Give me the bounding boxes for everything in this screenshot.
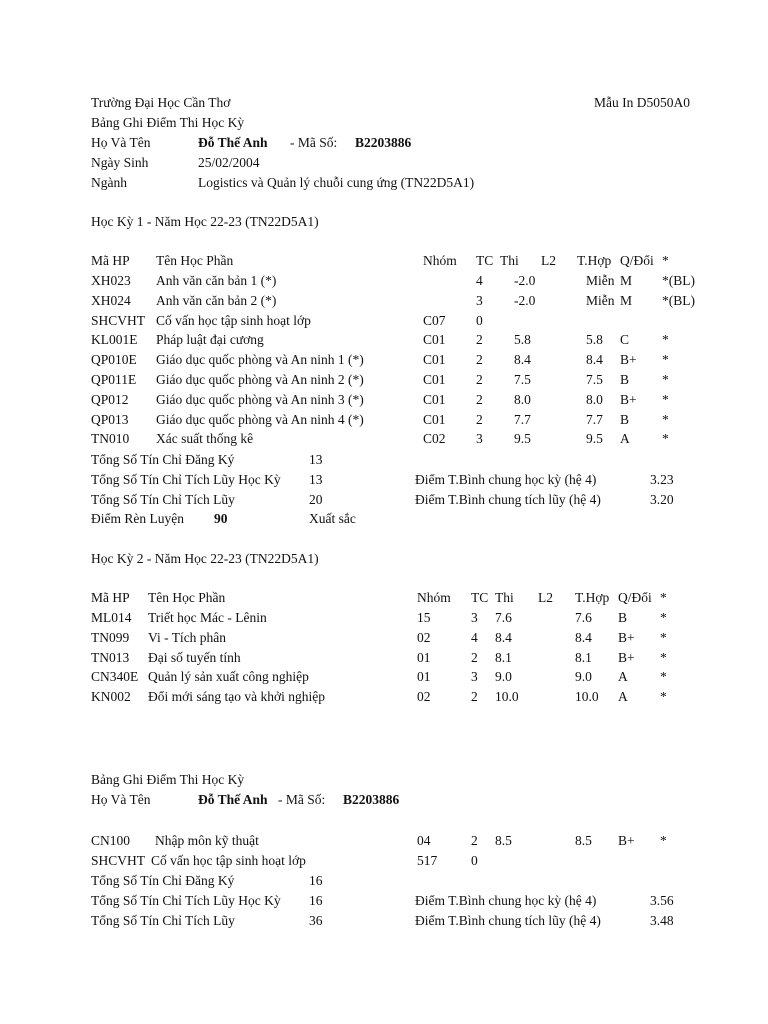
course-credits: 3: [471, 610, 478, 625]
column-l2: L2: [541, 253, 556, 268]
course-credits: 2: [476, 332, 483, 348]
term-gpa-value: 3.56: [650, 893, 674, 908]
letter-grade: B+: [620, 352, 637, 368]
column-letter-grade: Q/Đổi: [620, 253, 654, 268]
course-group: C01: [423, 332, 446, 348]
course-name: Cố vấn học tập sinh hoạt lớp: [151, 853, 306, 868]
course-group: 517: [417, 853, 438, 868]
column-letter-grade: Q/Đổi: [618, 590, 652, 605]
student-name: Đỗ Thế Anh: [198, 792, 268, 807]
term-gpa-value: 3.23: [650, 472, 674, 487]
name-label: Họ Và Tên: [91, 135, 151, 150]
column-group: Nhóm: [417, 590, 451, 605]
grade-mark: *: [660, 833, 667, 848]
course-code: SHCVHT: [91, 853, 146, 868]
course-credits: 2: [471, 649, 478, 665]
exam-score: 9.5: [514, 431, 531, 447]
column-group: Nhóm: [423, 253, 457, 268]
course-group: 02: [417, 629, 431, 645]
total-score: 7.7: [586, 411, 603, 427]
total-score: 8.4: [575, 629, 592, 645]
letter-grade: B+: [618, 833, 635, 848]
student-id-label: - Mã Số:: [278, 792, 326, 807]
course-code: QP012: [91, 391, 129, 407]
student-id: B2203886: [343, 792, 400, 807]
cumulative-gpa-label: Điểm T.Bình chung tích lũy (hệ 4): [415, 492, 601, 507]
column-course-name: Tên Học Phần: [156, 253, 234, 268]
course-name: Anh văn căn bản 1 (*): [156, 273, 277, 288]
course-name: Giáo dục quốc phòng và An ninh 4 (*): [156, 411, 364, 427]
column-course-name: Tên Học Phần: [148, 590, 226, 605]
course-group: 02: [417, 689, 431, 705]
grade-mark: *(BL): [662, 273, 695, 288]
course-name: Giáo dục quốc phòng và An ninh 3 (*): [156, 391, 364, 407]
registered-credits-label: Tổng Số Tín Chỉ Đăng Ký: [91, 452, 235, 467]
exam-score: 8.4: [514, 352, 531, 368]
letter-grade: C: [620, 332, 630, 348]
course-group: C01: [423, 372, 446, 387]
course-credits: 2: [476, 352, 483, 368]
course-name: Triết học Mác - Lênin: [148, 610, 267, 625]
total-score: 7.6: [575, 610, 592, 625]
column-credits: TC: [476, 253, 494, 268]
course-group: 04: [417, 833, 431, 848]
document-title: Bảng Ghi Điểm Thi Học Kỳ: [91, 115, 245, 130]
student-id-label: - Mã Số:: [290, 135, 338, 150]
course-name: Pháp luật đại cương: [156, 332, 264, 348]
course-credits: 3: [471, 669, 478, 685]
semester-2-title: Học Kỳ 2 - Năm Học 22-23 (TN22D5A1): [91, 551, 319, 566]
conduct-score-label: Điểm Rèn Luyện: [91, 511, 184, 526]
term-gpa-label: Điểm T.Bình chung học kỳ (hệ 4): [415, 472, 597, 487]
grade-mark: *: [660, 649, 667, 665]
course-name: Giáo dục quốc phòng và An ninh 1 (*): [156, 352, 364, 368]
column-code: Mã HP: [91, 253, 130, 268]
registered-credits-value: 13: [309, 452, 323, 467]
total-score: 8.4: [586, 352, 603, 368]
course-credits: 3: [476, 431, 483, 447]
term-accumulated-credits-value: 16: [309, 893, 323, 908]
term-accumulated-credits-label: Tổng Số Tín Chỉ Tích Lũy Học Kỳ: [91, 893, 281, 908]
grade-mark: *: [660, 629, 667, 645]
letter-grade: A: [618, 669, 628, 685]
grade-mark: *: [660, 610, 667, 625]
course-group: C01: [423, 411, 446, 427]
total-score: Miễn: [586, 292, 615, 308]
term-accumulated-credits-label: Tổng Số Tín Chỉ Tích Lũy Học Kỳ: [91, 472, 281, 487]
course-code: KN002: [91, 689, 131, 705]
course-group: C01: [423, 352, 446, 368]
course-group: C02: [423, 431, 446, 447]
course-code: QP010E: [91, 352, 137, 368]
course-credits: 2: [476, 391, 483, 407]
course-code: XH023: [91, 273, 131, 288]
grade-mark: *: [660, 689, 667, 705]
total-score: 8.5: [575, 833, 592, 848]
letter-grade: B+: [620, 391, 637, 407]
letter-grade: A: [618, 689, 628, 705]
column-total: T.Hợp: [575, 590, 610, 605]
course-code: XH024: [91, 292, 131, 308]
course-name: Nhập môn kỹ thuật: [155, 833, 259, 848]
exam-score: 9.0: [495, 669, 512, 685]
grade-mark: *: [662, 372, 669, 387]
dob-label: Ngày Sinh: [91, 155, 149, 170]
cumulative-gpa-label: Điểm T.Bình chung tích lũy (hệ 4): [415, 913, 601, 928]
grade-mark: *: [662, 431, 669, 447]
letter-grade: M: [620, 292, 633, 308]
course-credits: 2: [471, 833, 478, 848]
conduct-rank: Xuất sắc: [309, 511, 356, 526]
letter-grade: B: [620, 411, 630, 427]
course-code: CN100: [91, 833, 131, 848]
course-credits: 2: [471, 689, 478, 705]
letter-grade: M: [620, 273, 633, 288]
exam-score: 5.8: [514, 332, 531, 348]
term-gpa-label: Điểm T.Bình chung học kỳ (hệ 4): [415, 893, 597, 908]
exam-score: 8.5: [495, 833, 512, 848]
accumulated-credits-value: 20: [309, 492, 323, 507]
grade-mark: *: [662, 352, 669, 368]
student-name: Đỗ Thế Anh: [198, 135, 268, 150]
semester-1-title: Học Kỳ 1 - Năm Học 22-23 (TN22D5A1): [91, 214, 319, 229]
course-group: 15: [417, 610, 431, 625]
course-code: TN010: [91, 431, 130, 447]
exam-score: -2.0: [514, 273, 536, 288]
total-score: 7.5: [586, 372, 603, 387]
exam-score: 7.5: [514, 372, 531, 387]
cumulative-gpa-value: 3.20: [650, 492, 674, 507]
grade-mark: *: [662, 391, 669, 407]
course-name: Giáo dục quốc phòng và An ninh 2 (*): [156, 372, 364, 387]
course-name: Quản lý sản xuất công nghiệp: [148, 669, 309, 685]
column-exam: Thi: [500, 253, 519, 268]
exam-score: 8.4: [495, 629, 512, 645]
total-score: Miễn: [586, 273, 615, 288]
course-code: ML014: [91, 610, 132, 625]
column-star: *: [662, 253, 669, 268]
course-code: QP013: [91, 411, 129, 427]
exam-score: 7.6: [495, 610, 512, 625]
course-group: 01: [417, 669, 431, 685]
document-title: Bảng Ghi Điểm Thi Học Kỳ: [91, 772, 245, 787]
course-code: TN099: [91, 629, 130, 645]
course-name: Vi - Tích phân: [148, 629, 227, 645]
total-score: 8.1: [575, 649, 592, 665]
course-code: CN340E: [91, 669, 139, 685]
course-name: Đổi mới sáng tạo và khởi nghiệp: [148, 689, 326, 705]
course-code: TN013: [91, 649, 130, 665]
column-l2: L2: [538, 590, 553, 605]
course-credits: 4: [471, 629, 478, 645]
cumulative-gpa-value: 3.48: [650, 913, 674, 928]
form-code: Mẫu In D5050A0: [594, 95, 690, 110]
grade-mark: *: [660, 669, 667, 685]
grade-mark: *: [662, 332, 669, 348]
registered-credits-label: Tổng Số Tín Chỉ Đăng Ký: [91, 873, 235, 888]
total-score: 9.0: [575, 669, 592, 685]
school-name: Trường Đại Học Cần Thơ: [91, 95, 231, 110]
major-value: Logistics và Quản lý chuỗi cung ứng (TN22D5A1): [198, 175, 475, 190]
accumulated-credits-label: Tổng Số Tín Chỉ Tích Lũy: [91, 913, 235, 928]
conduct-score-value: 90: [214, 511, 228, 526]
course-name: Anh văn căn bản 2 (*): [156, 292, 277, 308]
dob-value: 25/02/2004: [198, 155, 260, 170]
registered-credits-value: 16: [309, 873, 323, 888]
course-credits: 4: [476, 273, 483, 288]
course-group: C01: [423, 391, 446, 407]
total-score: 10.0: [575, 689, 599, 705]
exam-score: 10.0: [495, 689, 519, 705]
course-code: SHCVHT: [91, 312, 146, 328]
total-score: 9.5: [586, 431, 603, 447]
accumulated-credits-label: Tổng Số Tín Chỉ Tích Lũy: [91, 492, 235, 507]
course-credits: 0: [471, 853, 478, 868]
grade-mark: *(BL): [662, 292, 695, 308]
exam-score: 8.1: [495, 649, 512, 665]
course-group: C07: [423, 312, 446, 328]
column-total: T.Hợp: [577, 253, 612, 268]
column-exam: Thi: [495, 590, 514, 605]
total-score: 8.0: [586, 391, 603, 407]
course-code: QP011E: [91, 372, 137, 387]
accumulated-credits-value: 36: [309, 913, 323, 928]
course-code: KL001E: [91, 332, 138, 348]
course-group: 01: [417, 649, 431, 665]
course-name: Xác suất thống kê: [156, 431, 254, 447]
exam-score: 7.7: [514, 411, 531, 427]
exam-score: 8.0: [514, 391, 531, 407]
name-label: Họ Và Tên: [91, 792, 151, 807]
grade-mark: *: [662, 411, 669, 427]
student-id: B2203886: [355, 135, 412, 150]
major-label: Ngành: [91, 175, 127, 190]
course-name: Cố vấn học tập sinh hoạt lớp: [156, 312, 311, 328]
column-credits: TC: [471, 590, 489, 605]
course-credits: 0: [476, 312, 483, 328]
letter-grade: B+: [618, 629, 635, 645]
letter-grade: B+: [618, 649, 635, 665]
letter-grade: B: [618, 610, 628, 625]
column-star: *: [660, 590, 667, 605]
course-name: Đại số tuyến tính: [148, 649, 241, 665]
column-code: Mã HP: [91, 590, 130, 605]
total-score: 5.8: [586, 332, 603, 348]
letter-grade: B: [620, 372, 630, 387]
course-credits: 3: [476, 292, 483, 308]
course-credits: 2: [476, 411, 483, 427]
term-accumulated-credits-value: 13: [309, 472, 323, 487]
letter-grade: A: [620, 431, 630, 447]
course-credits: 2: [476, 372, 483, 387]
exam-score: -2.0: [514, 292, 536, 308]
